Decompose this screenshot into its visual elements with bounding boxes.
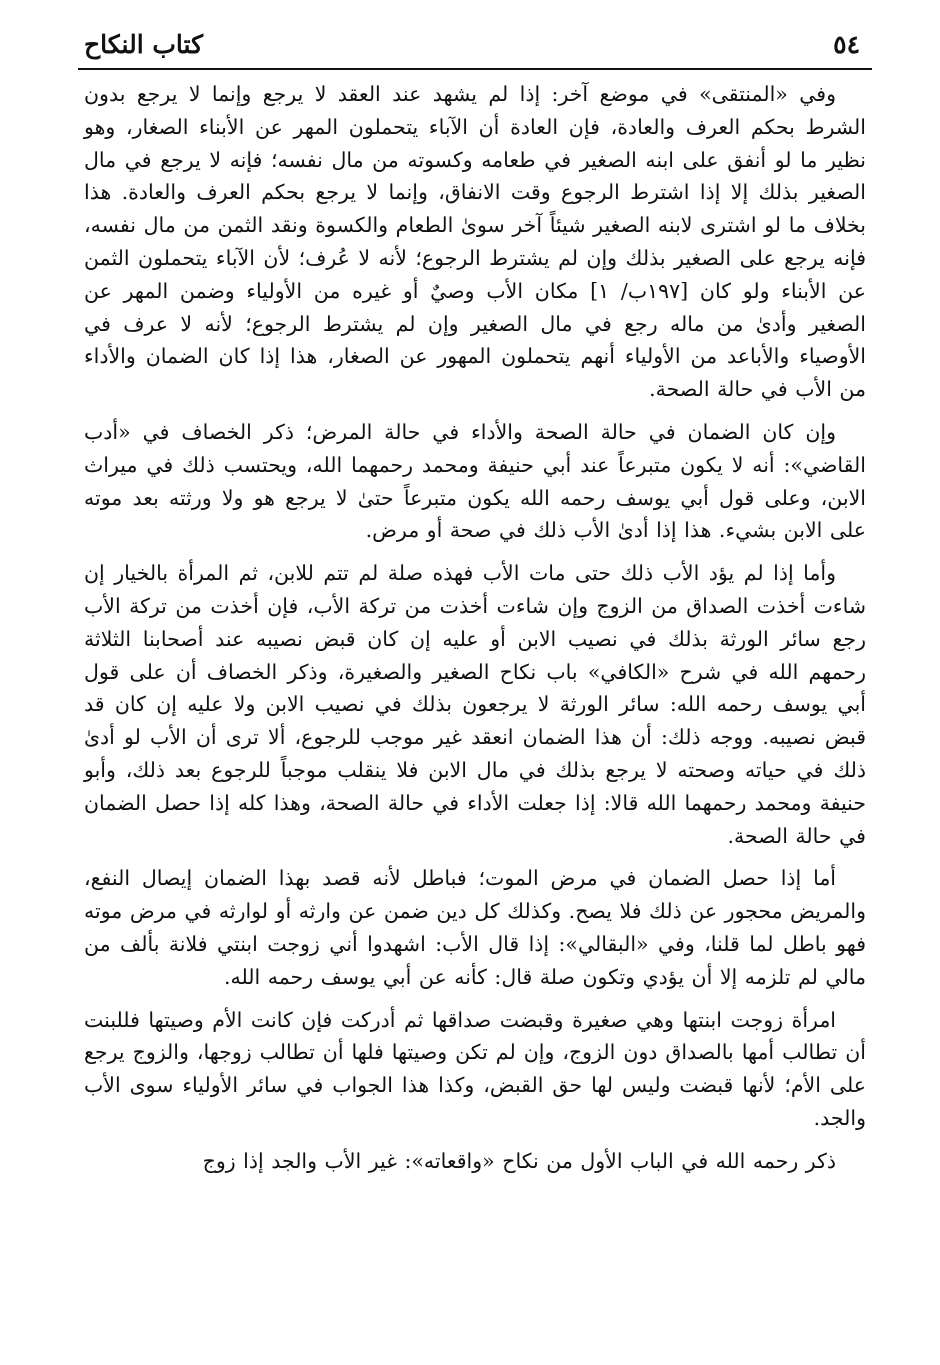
header-divider — [78, 68, 872, 70]
paragraph-death-illness: أما إذا حصل الضمان في مرض الموت؛ فباطل لأنه قصد بهذا الضمان إيصال النفع، والمريض محجور عن ذلك فلا يصح. وكذلك كل دين ضمن عن وارثه أو لوارثه في مرض موته فهو باطل لما قلنا، وفي «البقالي»: إذا قال الأب: اشهدوا أني زوجت ابنتي فلانة بألف من مالي لم تلزمه إلا أن يؤدي وتكون صلة قال: كأنه عن أبي يوسف رحمه الله. — [84, 866, 866, 989]
paragraph-death-of-father: وأما إذا لم يؤد الأب ذلك حتى مات الأب فهذه صلة لم تتم للابن، ثم المرأة بالخيار إن شاءت أخذت الصداق من الزوج وإن شاءت أخذت من تركة الأب، فإن أخذت من تركة الأب رجع سائر الورثة بذلك في نصيب الابن أو عليه إن كان قبض نصيبه عند أصحابنا الثلاثة رحمهم الله في شرح «الكافي» باب نكاح الصغير والصغيرة، وذكر الخصاف أن على قول أبي يوسف رحمه الله: سائر الورثة لا يرجعون بذلك في نصيب الابن ولا عليه إن كان قد قبض نصيبه. ووجه ذلك: أن هذا الضمان انعقد غير موجب للرجوع، ألا ترى أن الأب لو أدىٰ ذلك في حياته وصحته لا يرجع بذلك في مال الابن فلا ينقلب موجباً للرجوع بعد ذلك، وأبو حنيفة ومحمد رحمهما الله قالا: إذا جعلت الأداء في حالة الصحة، وهذا كله إذا حصل الضمان في حالة الصحة. — [84, 561, 866, 848]
page-body — [84, 78, 866, 1178]
page-number: ٥٤ — [833, 30, 860, 59]
paragraph-muntaqa: وفي «المنتقى» في موضع آخر: إذا لم يشهد عند العقد لا يرجع وإنما لا يرجع بدون الشرط بحكم العرف والعادة، فإن العادة أن الآباء يتحملون المهر عن الأبناء الصغار، وهو نظير ما لو أنفق على ابنه الصغير في طعامه وكسوته من مال نفسه؛ فإنه لا يرجع في مال الصغير بذلك إلا إذا اشترط الرجوع وقت الانفاق، وإنما لا يرجع بحكم العرف والعادة. هذا بخلاف ما لو اشترى لابنه الصغير شيئاً آخر سوىٰ الطعام والكسوة ونقد الثمن من مال نفسه، فإنه يرجع على الصغير بذلك وإن لم يشترط الرجوع؛ لأنه لا عُرف؛ لأن الآباء يتحملون الثمن عن الأبناء ولو كان [١٩٧ب/ ١] مكان الأب وصيٌ أو غيره من الأولياء وضمن المهر عن الصغير وأدىٰ من ماله رجع في مال الصغير وإن لم يشترط الرجوع؛ لأنه لا عرف في الأوصياء والأباعد من الأولياء أنهم يتحملون المهور عن الصغار، هذا إذا كان الضمان والأداء من الأب في حالة الصحة. — [84, 82, 866, 402]
paragraph-mother-guardian: امرأة زوجت ابنتها وهي صغيرة وقبضت صداقها ثم أدركت فإن كانت الأم وصيتها فللبنت أن تطالب أمها بالصداق دون الزوج، وإن لم تكن وصيتها فلها أن تطالب زوجها، والزوج يرجع على الأم؛ لأنها قبضت وليس لها حق القبض، وكذا هذا الجواب في سائر الأولياء سوى الأب والجد. — [84, 1007, 866, 1130]
page-header — [78, 28, 870, 68]
paragraph-khassaf: وإن كان الضمان في حالة الصحة والأداء في حالة المرض؛ ذكر الخصاف في «أدب القاضي»: أنه لا يكون متبرعاً عند أبي حنيفة ومحمد رحمهما الله، ويحتسب ذلك في ميراث الابن، وعلى قول أبي يوسف رحمه الله يكون متبرعاً حتىٰ لا يرجع هو ولا ورثته بعد موته على الابن بشيء. هذا إذا أدىٰ الأب ذلك في صحة أو مرض. — [84, 419, 866, 543]
paragraph-waqiat: ذكر رحمه الله في الباب الأول من نكاح «واقعاته»: غير الأب والجد إذا زوج — [202, 1148, 836, 1173]
book-title: كتاب النكاح — [84, 30, 203, 59]
